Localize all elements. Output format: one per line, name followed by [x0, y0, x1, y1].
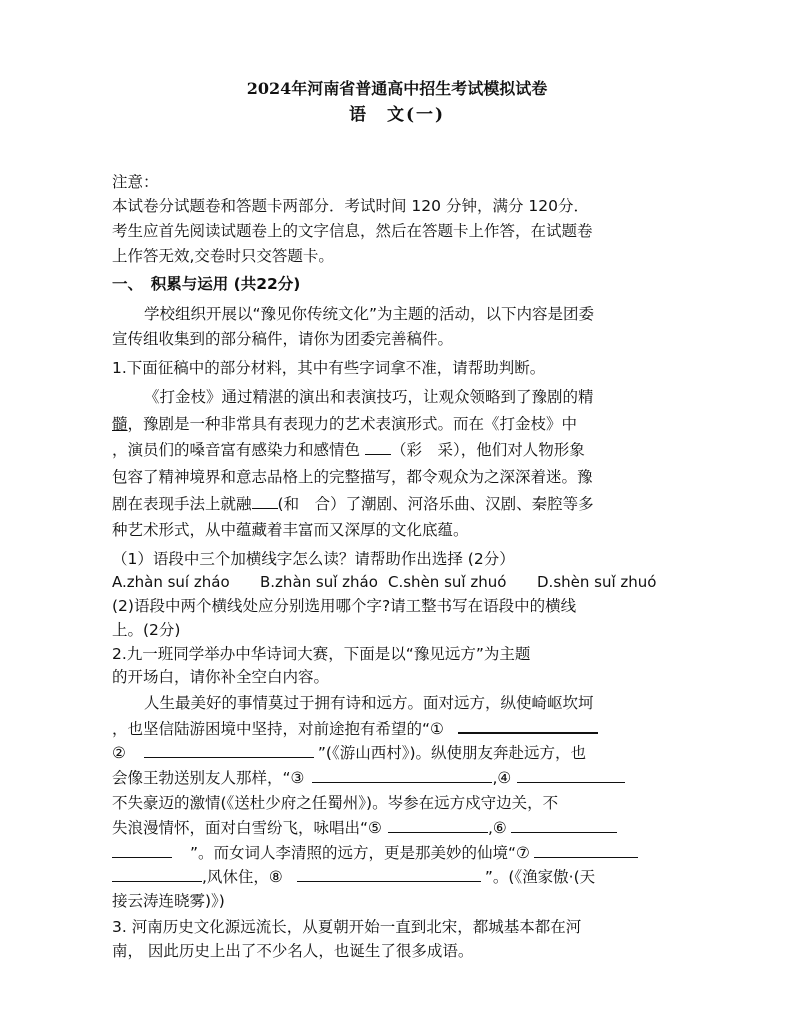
q1-passage-text: (和 合）了潮剧、河洛乐曲、汉剧、秦腔等多 — [277, 495, 594, 513]
notice-label: 注意： — [112, 173, 159, 191]
notice-line-1: 本试卷分试题卷和答题卡两部分．考试时间 120 分钟，满分 120分． — [112, 197, 589, 215]
q1-sub-1: （1）语段中三个加横线字怎么读？请帮助作出选择 (2分） — [112, 550, 515, 568]
q2-text: ”(《游山西村》)。纵使朋友奔赴远方，也 — [317, 744, 587, 762]
q2-text-2 — [112, 717, 598, 740]
q2-text-8 — [112, 866, 595, 888]
option-d[interactable]: D.shèn suǐ zhuó — [537, 573, 657, 591]
q2-text: ,风休住，⑧ — [202, 868, 283, 886]
q3-line-2: 南， 因此历史上出了不少名人，也诞生了很多成语。 — [112, 942, 474, 960]
answer-blank-7-cont[interactable] — [112, 866, 202, 882]
q1-passage-text: ，豫剧是一种非常具有表现力的艺术表演形式。而在《打金枝》中 — [127, 415, 578, 433]
answer-blank-2[interactable] — [144, 742, 314, 758]
answer-blank-7[interactable] — [534, 842, 638, 858]
q2-text: ，也坚信陆游困境中坚持，对前途抱有希望的“① — [112, 720, 444, 738]
exam-subtitle: 语 文(一) — [348, 105, 446, 125]
exam-title: 2024年河南省普通高中招生考试模拟试卷 — [246, 79, 548, 98]
answer-blank-1[interactable] — [458, 717, 598, 734]
q1-passage-text: 剧在表现手法上就融 — [112, 495, 252, 513]
q1-passage-text: （彩 采），他们对人物形象 — [390, 441, 585, 459]
q2-text: ”。(《渔家傲·(天 — [484, 868, 596, 886]
q1-passage-line-5 — [112, 493, 594, 515]
answer-blank[interactable] — [365, 439, 391, 455]
q2-stem-1: 2.九一班同学举办中华诗词大赛，下面是以“豫见远方”为主题 — [112, 645, 531, 663]
answer-blank-6[interactable] — [511, 817, 617, 833]
q1-passage-line-4: 包容了精神境界和意志品格上的完整描写，都令观众为之深深着迷。豫 — [112, 468, 593, 486]
option-a[interactable]: A.zhàn suí zháo — [112, 573, 230, 591]
q1-passage-text: ，演员们的嗓音富有感染力和感情色 — [112, 441, 365, 459]
q1-stem: 1.下面征稿中的部分材料，其中有些字词拿不准，请帮助判断。 — [112, 359, 546, 377]
q2-text: ”。而女词人李清照的远方，更是那美妙的仙境“⑦ — [190, 844, 530, 862]
answer-blank-8[interactable] — [297, 866, 481, 882]
q2-text: ,④ — [492, 769, 512, 787]
q2-text: 失浪漫情怀，面对白雪纷飞，咏唱出“⑤ — [112, 819, 382, 837]
q2-text-9: 接云涛连晓雾)》) — [112, 892, 225, 910]
q1-passage-line-2 — [112, 413, 577, 435]
q2-text-5: 不失豪迈的激情(《送杜少府之任蜀州》)。岑参在远方戍守边关，不 — [112, 794, 559, 812]
section-intro-1: 学校组织开展以“豫见你传统文化”为主题的活动，以下内容是团委 — [144, 305, 595, 323]
q2-text-6 — [112, 817, 617, 839]
option-c[interactable]: C.shèn suǐ zhuó — [388, 573, 507, 591]
q1-sub-2: (2)语段中两个横线处应分别选用哪个字?请工整书写在语段中的横线 — [112, 597, 577, 615]
q2-text: ② — [112, 744, 126, 762]
q2-text-7 — [112, 842, 638, 864]
q1-sub-2-cont: 上。(2分) — [112, 621, 181, 639]
q1-passage-line-3 — [112, 439, 585, 461]
q2-text: ,⑥ — [487, 819, 507, 837]
underlined-char: 髓 — [112, 415, 128, 433]
q1-passage-line-1: 《打金枝》通过精湛的演出和表演技巧，让观众领略到了豫剧的精 — [144, 388, 594, 406]
q1-passage-line-6: 种艺术形式，从中蕴藏着丰富而又深厚的文化底蕴。 — [112, 521, 469, 539]
q2-stem-2: 的开场白，请你补全空白内容。 — [112, 668, 330, 686]
section-intro-2: 宣传组收集到的部分稿件，请你为团委完善稿件。 — [112, 330, 454, 348]
q3-line-1: 3. 河南历史文化源远流长，从夏朝开始一直到北宋，都城基本都在河 — [112, 918, 582, 936]
answer-blank[interactable] — [252, 493, 278, 509]
notice-line-2: 考生应首先阅读试题卷上的文字信息，然后在答题卡上作答，在试题卷 — [112, 222, 593, 240]
section-heading: 一、 积累与运用 (共22分) — [112, 275, 301, 293]
answer-blank-6-cont[interactable] — [112, 842, 172, 858]
answer-blank-4[interactable] — [517, 767, 625, 783]
answer-blank-3[interactable] — [312, 767, 492, 783]
q2-text: 会像王勃送别友人那样，“③ — [112, 769, 305, 787]
notice-line-3: 上作答无效,交卷时只交答题卡。 — [112, 247, 334, 265]
q2-text-3 — [112, 742, 586, 764]
answer-blank-5[interactable] — [388, 817, 488, 833]
q2-text-4 — [112, 767, 625, 789]
q2-text-1: 人生最美好的事情莫过于拥有诗和远方。面对远方，纵使崎岖坎坷 — [144, 694, 594, 712]
option-b[interactable]: B.zhàn suǐ zháo — [260, 573, 378, 591]
